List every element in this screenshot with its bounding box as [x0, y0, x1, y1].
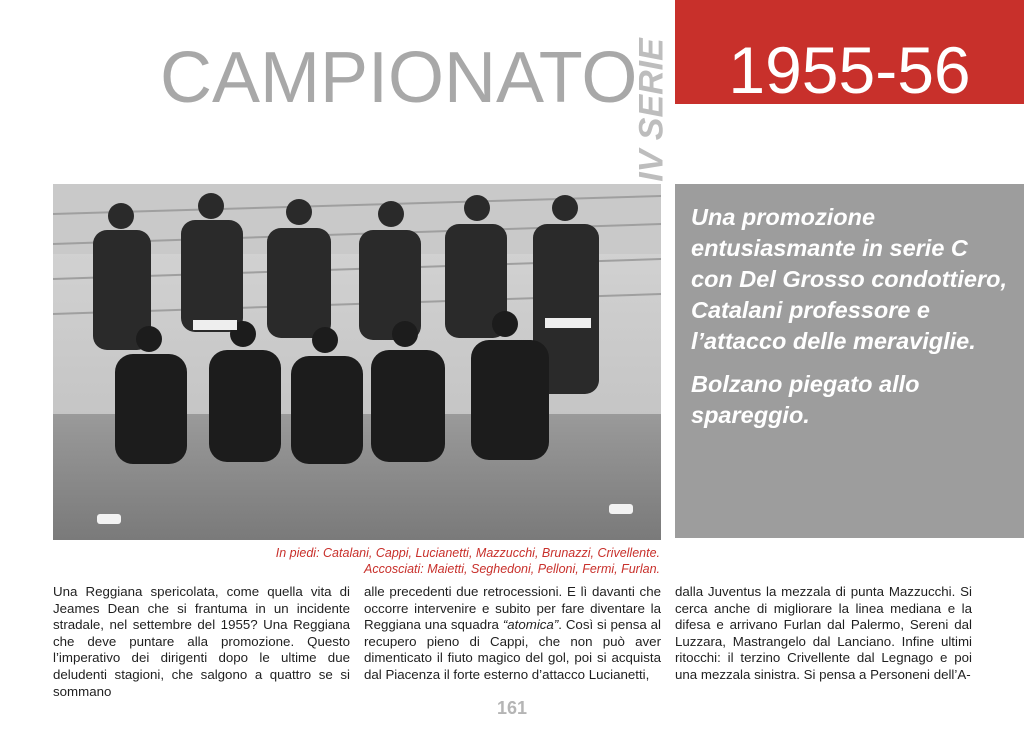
caption-standing: In piedi: Catalani, Cappi, Lucianetti, Mazzucchi, Brunazzi, Crivellente.: [275, 546, 660, 560]
headline-box: [675, 184, 1024, 538]
body-text-2-a: alle precedenti due retrocessioni. E lì davanti che occorre intervenire e subito per fare diventare la Reggiana una squadra: [364, 584, 661, 633]
team-photo: [53, 184, 661, 540]
caption-crouching: Accosciati: Maietti, Seghedoni, Pelloni, Fermi, Furlan.: [364, 562, 660, 576]
body-text-1: Una Reggiana spericolata, come quella vita di Jeames Dean che si frantuma in un incidente stradale, nel settembre del 1955? Una Reggiana che deve puntare alla promozione. Questo l’imperativo dei dirigenti dopo le ultime due deludenti stagioni, che salgono a quattro se si sommano: [53, 584, 350, 699]
season-year: 1955-56: [728, 33, 971, 107]
body-text-2: [364, 584, 661, 684]
body-text-3: dalla Juventus la mezzala di punta Mazzucchi. Si cerca anche di migliorare la linea mediana e la difesa e arrivano Furlan dal Palermo, Sereni dal Luzzara, Mastrangelo dal Lanciano. Infine ultimi ritocchi: il terzino Crivellente dal Legnago e poi una mezzala sinistra. Si pensa a Personeni dell’A-: [675, 584, 972, 682]
headline-line-1: Una promozione entusiasmante in serie C con Del Grosso condottiero, Catalani professore e l’attacco delle meraviglie.: [691, 204, 1007, 354]
body-column-3: [675, 584, 972, 700]
year-banner: [675, 0, 1024, 107]
article-body: [53, 584, 972, 700]
body-text-2-b: . Così si pensa al recupero pieno di Cappi, che non può aver dimenticato il fiuto magico del gol, poi si acquista dal Piacenza il forte esterno d’attacco Lucianetti,: [364, 617, 662, 682]
page-title: CAMPIONATO: [160, 38, 638, 118]
serie-text: IV SERIE: [632, 38, 671, 182]
body-column-2: [364, 584, 661, 700]
page-number: 161: [496, 698, 528, 718]
photo-caption: [276, 545, 660, 577]
headline-line-2: Bolzano piegato allo spareggio.: [691, 371, 920, 428]
body-text-2-emphasis: “atomica”: [502, 617, 559, 633]
body-column-1: [53, 584, 350, 700]
headline: [691, 202, 1012, 443]
